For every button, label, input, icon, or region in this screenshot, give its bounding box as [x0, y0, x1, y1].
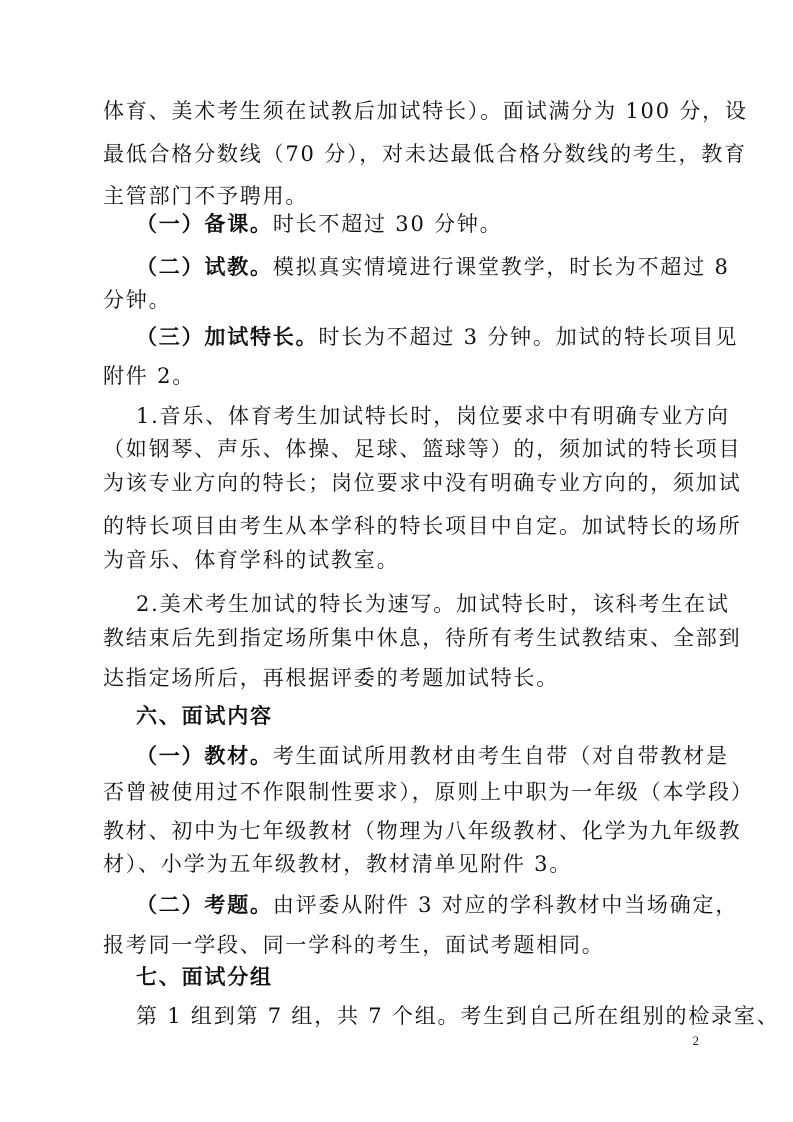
paragraph-line: 教材、初中为七年级教材（物理为八年级教材、化学为九年级教: [103, 819, 742, 843]
subsection-teaching: （二）试教。模拟真实情境进行课堂教学，时长为不超过 8: [136, 255, 730, 279]
numbered-item-2: 2.美术考生加试的特长为速写。加试特长时，该科考生在试: [136, 592, 730, 616]
section-heading-7: 七、面试分组: [136, 965, 273, 989]
section-heading-6: 六、面试内容: [136, 704, 273, 728]
paragraph-line: 第 1 组到第 7 组，共 7 个组。考生到自己所在组别的检录室、: [136, 1004, 780, 1028]
paragraph-line: 为该专业方向的特长；岗位要求中没有明确专业方向的，须加试: [103, 471, 742, 495]
subsection-prepare: （一）备课。时长不超过 30 分钟。: [136, 212, 503, 236]
paragraph-line: 附件 2。: [103, 364, 196, 388]
paragraph-line: 报考同一学段、同一学科的考生，面试考题相同。: [103, 933, 605, 957]
subsection-heading: （一）备课。: [136, 212, 273, 236]
subsection-textbook: （一）教材。考生面试所用教材由考生自带（对自带教材是: [136, 744, 729, 768]
paragraph-line: 为音乐、体育学科的试教室。: [103, 548, 400, 572]
paragraph-line: 的特长项目由考生从本学科的特长项目中自定。加试特长的场所: [103, 514, 742, 538]
paragraph-line: 材）、小学为五年级教材，教材清单见附件 3。: [103, 852, 573, 876]
paragraph-line: 达指定场所后，再根据评委的考题加试特长。: [103, 666, 559, 690]
paragraph-line: 最低合格分数线（70 分），对未达最低合格分数线的考生，教育: [103, 142, 747, 166]
subsection-heading: （二）考题。: [136, 893, 273, 917]
paragraph-line: （如钢琴、声乐、体操、足球、篮球等）的，须加试的特长项目: [103, 437, 742, 461]
page-number: 2: [692, 1033, 699, 1048]
subsection-special-skill: （三）加试特长。时长为不超过 3 分钟。加试的特长项目见: [136, 325, 739, 349]
paragraph-line: 教结束后先到指定场所集中休息，待所有考生试教结束、全部到: [103, 626, 742, 650]
numbered-item-1: 1.音乐、体育考生加试特长时，岗位要求中有明确专业方向: [136, 404, 730, 428]
subsection-heading: （一）教材。: [136, 744, 273, 768]
paragraph-line: 主管部门不予聘用。: [103, 184, 309, 208]
subsection-heading: （二）试教。: [136, 255, 273, 279]
paragraph-line: 体育、美术考生须在试教后加试特长）。面试满分为 100 分，设: [103, 99, 748, 123]
paragraph-line: 否曾被使用过不作限制性要求），原则上中职为一年级（本学段）: [103, 780, 754, 804]
paragraph-line: 分钟。: [103, 288, 172, 312]
subsection-exam-topic: （二）考题。由评委从附件 3 对应的学科教材中当场确定，: [136, 893, 739, 917]
subsection-heading: （三）加试特长。: [136, 325, 319, 349]
